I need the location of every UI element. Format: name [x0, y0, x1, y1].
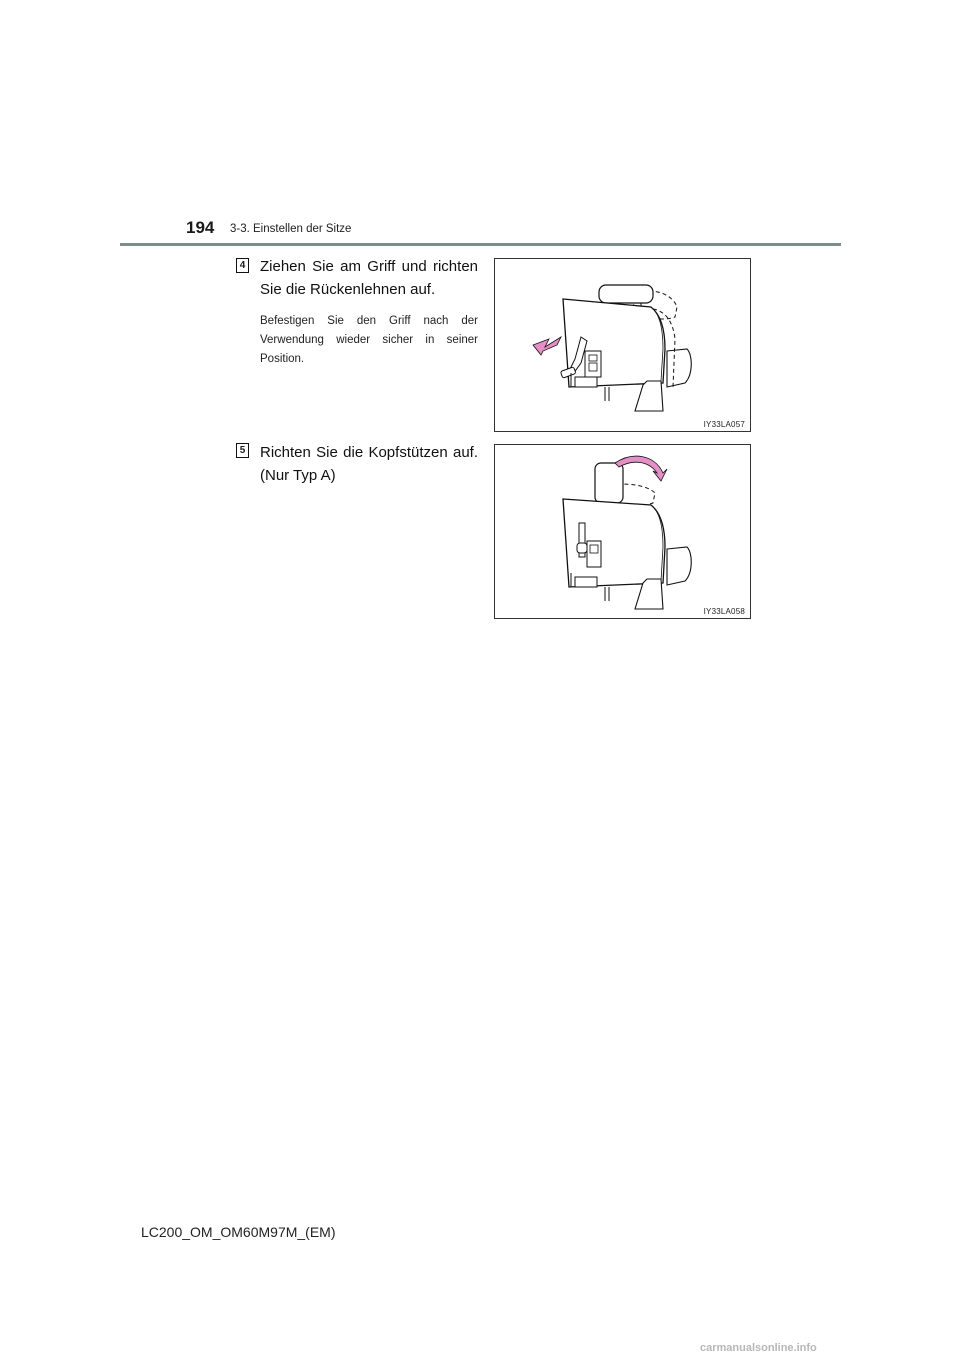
footer-document-code: LC200_OM_OM60M97M_(EM): [141, 1224, 336, 1240]
step-4-note-line-2: Verwendung wieder sicher in seiner: [260, 334, 478, 346]
step-4-note-line-1: Befestigen Sie den Griff nach der: [260, 315, 478, 327]
step-4-badge: 4: [236, 258, 249, 273]
figure-code: IY33LA058: [703, 607, 745, 616]
step-5-instruction: [260, 441, 478, 487]
step-4-instruction: [260, 255, 478, 301]
step-4-instruction-line-1: Ziehen Sie am Griff und richten: [260, 258, 478, 275]
headrest-illustration: [495, 445, 750, 618]
step-4-note-line-3: Position.: [260, 353, 305, 365]
figure-code: IY33LA057: [703, 420, 745, 429]
page-number: 194: [186, 218, 215, 237]
seat-handle-illustration: [495, 259, 750, 431]
figure-raise-headrest: [494, 444, 751, 619]
step-5-badge: 5: [236, 443, 249, 458]
header-divider: [120, 243, 841, 246]
step-4-instruction-line-2: Sie die Rückenlehnen auf.: [260, 281, 436, 298]
step-5-instruction-line-1: Richten Sie die Kopfstützen auf.: [260, 444, 478, 461]
section-title: 3-3. Einstellen der Sitze: [230, 223, 352, 235]
step-4-note: [260, 312, 478, 369]
figure-pull-handle: [494, 258, 751, 432]
watermark: carmanualsonline.info: [700, 1342, 817, 1354]
step-5-instruction-line-2: (Nur Typ A): [260, 467, 336, 484]
